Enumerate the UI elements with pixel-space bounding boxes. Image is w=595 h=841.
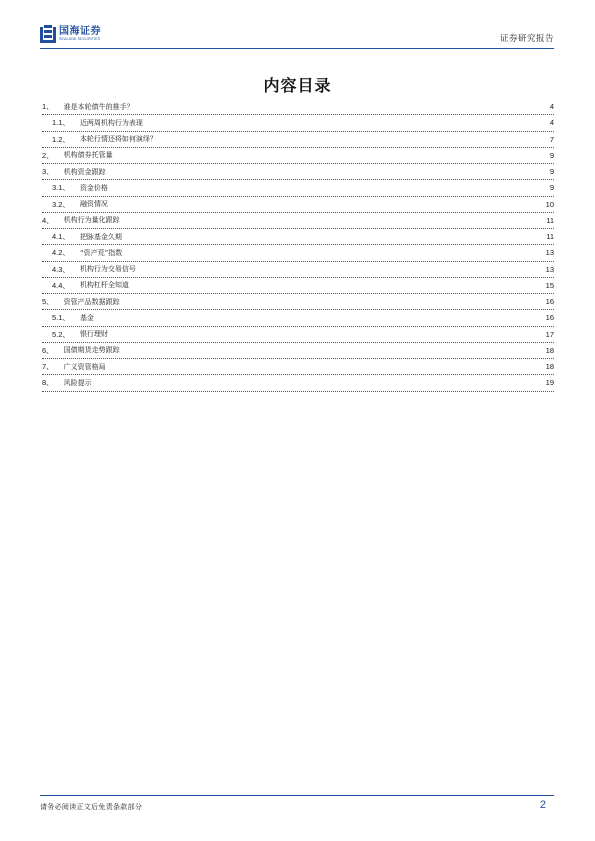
toc-entry-label: 融资情况 [79, 200, 108, 209]
toc-entry-page: 18 [545, 362, 554, 372]
toc-entry-number: 5.1、 [52, 313, 70, 323]
toc-entry-number: 1.2、 [52, 134, 70, 144]
toc-entry[interactable] [42, 197, 554, 213]
page-number: 2 [539, 799, 546, 811]
toc-entry-label: 银行理财 [79, 330, 108, 339]
logo-name-cn: 国海证券 [59, 25, 101, 37]
toc-title: 内容目录 [263, 76, 332, 95]
toc-entry-label: 把脉基金久期 [79, 232, 122, 241]
toc-entry[interactable] [42, 262, 554, 278]
toc-entry-page: 17 [545, 329, 554, 339]
sealand-logo-icon [40, 25, 56, 43]
toc-entry-number: 6、 [42, 345, 54, 355]
toc-entry-label: 资金价格 [79, 183, 108, 192]
toc-entry-number: 4.3、 [52, 264, 70, 274]
toc-entry-page: 13 [545, 248, 554, 258]
toc-entry-page: 4 [549, 102, 554, 112]
toc-entry-label: 本轮行情还将如何演绎？ [79, 135, 157, 144]
toc-entry-number: 2、 [42, 150, 54, 160]
toc-entry-label: 机构债券托管量 [63, 151, 113, 160]
toc-entry[interactable] [42, 148, 554, 164]
toc-entry-number: 8、 [42, 378, 54, 388]
toc-entry-page: 4 [549, 118, 554, 128]
toc-entry[interactable] [42, 132, 554, 148]
toc-entry-page: 18 [545, 345, 554, 355]
toc-entry[interactable] [42, 245, 554, 261]
toc-entry-page: 16 [545, 297, 554, 307]
toc-entry-number: 3、 [42, 167, 54, 177]
toc-entry-number: 5、 [42, 297, 54, 307]
toc-entry-page: 15 [545, 280, 554, 290]
toc-entry-page: 10 [545, 199, 554, 209]
toc-entry-label: 风险提示 [63, 378, 92, 387]
toc-entry-label: 机构行为量化跟踪 [63, 216, 120, 225]
logo-name-en: SEALAND SECURITIES [59, 36, 101, 41]
toc-entry[interactable] [42, 115, 554, 131]
toc-entry-page: 19 [545, 378, 554, 388]
page-header [40, 22, 554, 49]
toc-entry-label: 近两周机构行为表现 [79, 118, 143, 127]
toc-entry-label: 基金 [79, 313, 94, 322]
toc-entry-number: 4、 [42, 215, 54, 225]
toc-entry-page: 7 [549, 134, 554, 144]
toc-entry-label: 广义资管格局 [63, 362, 106, 371]
toc-entry[interactable] [42, 294, 554, 310]
toc-entry-label: 机构杠杆全知道 [79, 281, 129, 290]
toc-entry-page: 9 [549, 167, 554, 177]
toc-entry-label: 国债期货走势跟踪 [63, 346, 120, 355]
toc-entry-page: 13 [545, 264, 554, 274]
toc-entry-label: 机构资金跟踪 [63, 167, 106, 176]
toc-entry-number: 1.1、 [52, 118, 70, 128]
toc-entry-page: 9 [549, 183, 554, 193]
toc-entry[interactable] [42, 164, 554, 180]
toc-entry-number: 5.2、 [52, 329, 70, 339]
toc-entry[interactable] [42, 99, 554, 115]
toc-entry[interactable] [42, 278, 554, 294]
toc-entry-number: 4.1、 [52, 232, 70, 242]
company-logo [40, 25, 101, 43]
table-of-contents [42, 99, 554, 392]
toc-entry-number: 4.4、 [52, 280, 70, 290]
toc-entry-page: 9 [549, 150, 554, 160]
toc-entry-number: 4.2、 [52, 248, 70, 258]
toc-entry-label: 机构行为交易信号 [79, 265, 136, 274]
toc-entry-page: 11 [546, 215, 554, 225]
toc-entry-label: “资产荒”指数 [79, 248, 123, 257]
toc-entry-page: 11 [546, 232, 554, 242]
report-type: 证券研究报告 [499, 34, 554, 44]
toc-entry-label: 资管产品数据跟踪 [63, 297, 120, 306]
toc-entry[interactable] [42, 343, 554, 359]
toc-entry[interactable] [42, 327, 554, 343]
toc-entry-number: 3.1、 [52, 183, 70, 193]
toc-entry[interactable] [42, 375, 554, 391]
disclaimer-note: 请务必阅读正文后免责条款部分 [40, 803, 143, 811]
toc-entry[interactable] [42, 213, 554, 229]
toc-entry-label: 谁是本轮债牛的推手？ [63, 102, 134, 111]
page-footer [40, 795, 554, 816]
toc-entry[interactable] [42, 180, 554, 196]
toc-entry[interactable] [42, 229, 554, 245]
toc-entry-number: 1、 [42, 102, 54, 112]
toc-entry-number: 7、 [42, 362, 54, 372]
toc-entry-page: 16 [545, 313, 554, 323]
toc-entry[interactable] [42, 310, 554, 326]
toc-entry-number: 3.2、 [52, 199, 70, 209]
toc-entry[interactable] [42, 359, 554, 375]
